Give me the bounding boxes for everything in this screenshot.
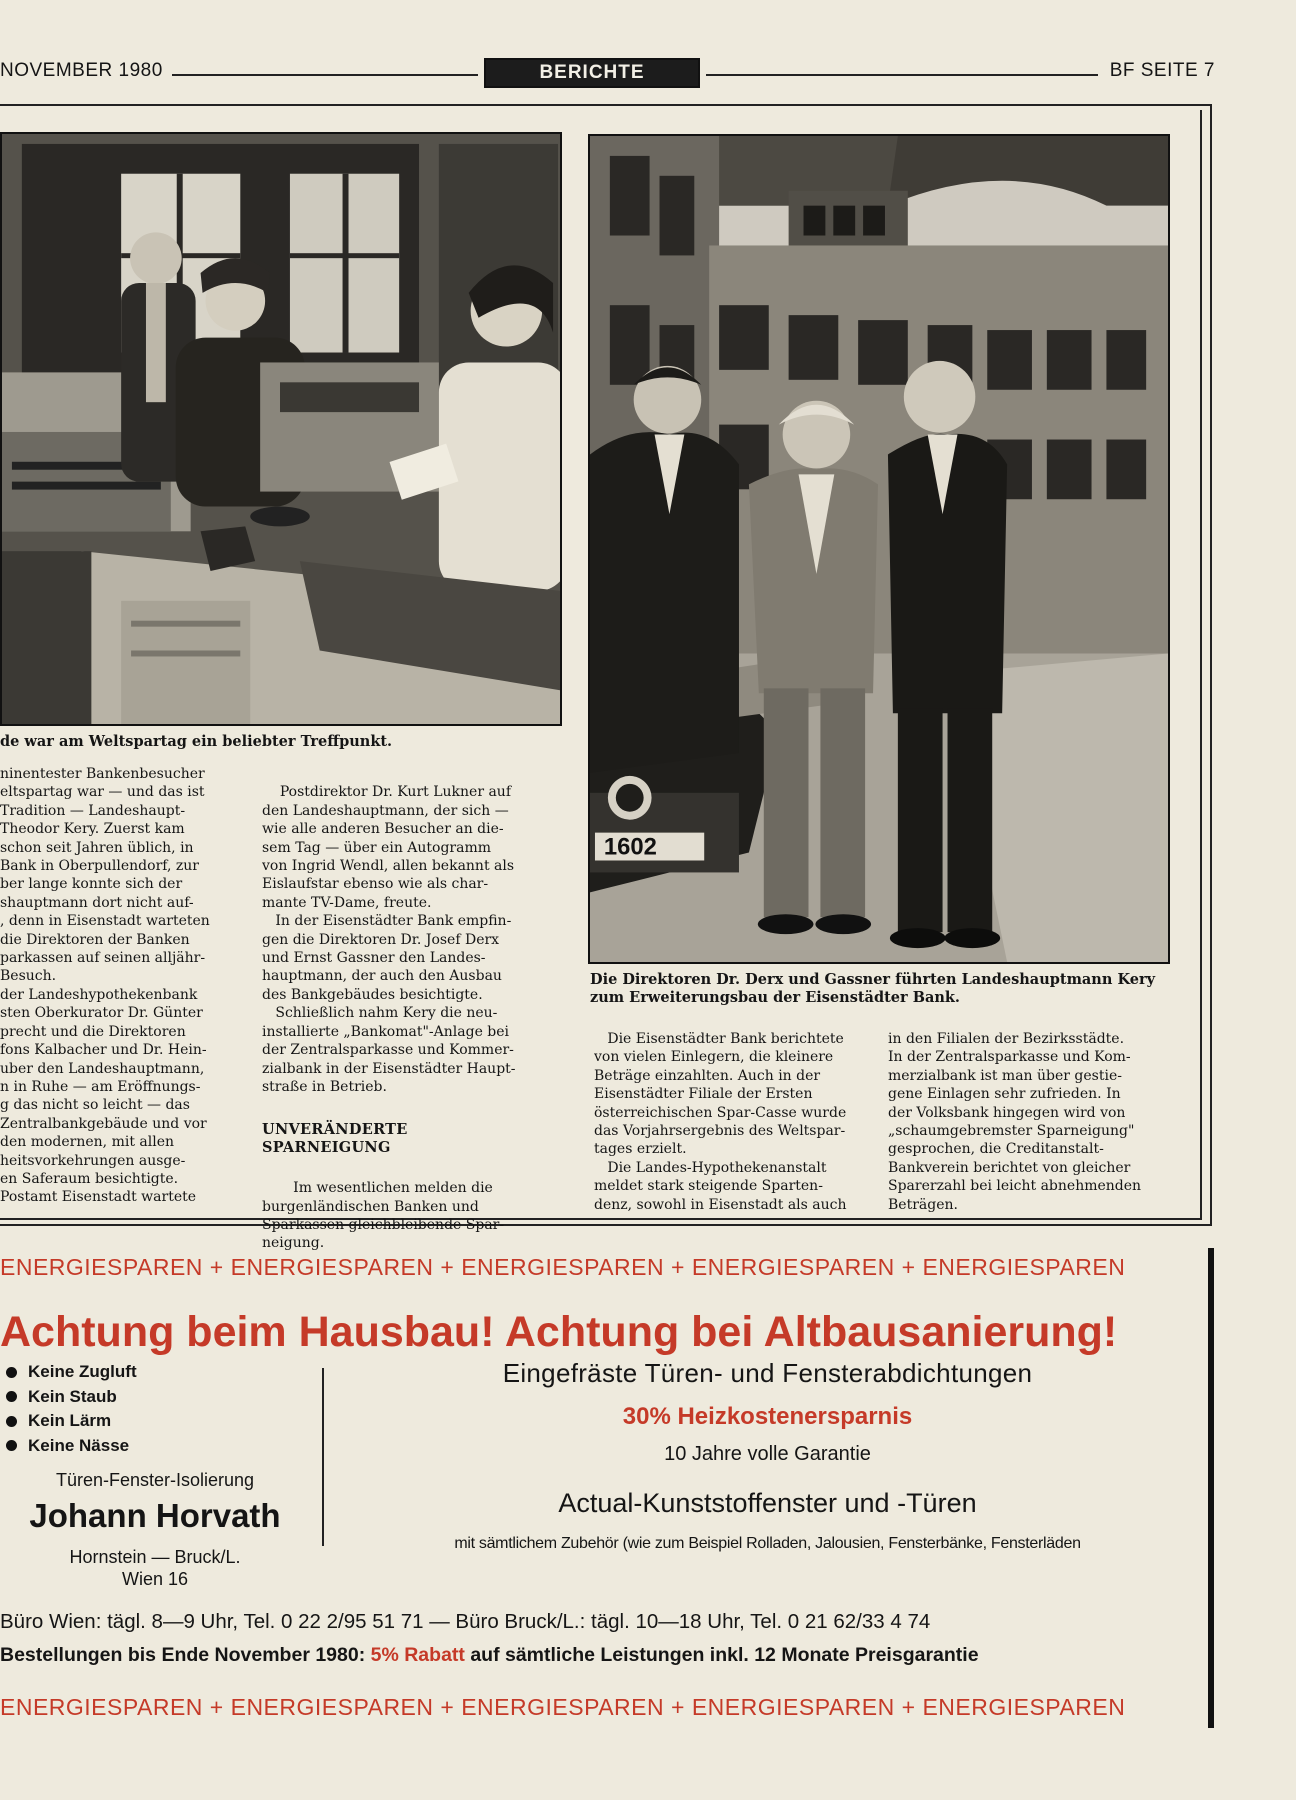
bullet-text: Kein Staub [28, 1386, 117, 1406]
article-column-2-paragraph-1: Postdirektor Dr. Kurt Lukner auf den Landeshauptmann, der sich — wie alle anderen Besucher an die- sem Tag — über ein Autogramm von Ingrid Wendl, allen bekannt als Eislaufstar ebenso wie als char- mante TV-Dame, freute. In der Eisenstädter Bank empfin- gen die Direktoren Dr. Josef Derx und Ernst Gassner den Landes- hauptmann, der auch den Ausbau des Bankgebäudes besichtigte. Schließlich nahm Kery die neu- installierte „Bankomat"-Anlage bei der Zentralsparkasse und Kommer- zialbank in der Eisenstädter Haupt- straße in Betrieb. [262, 784, 516, 1095]
bullet-dot-icon [6, 1391, 17, 1402]
page-number: BF SEITE 7 [1109, 60, 1215, 81]
ad-headline: Achtung beim Hausbau! Achtung bei Altbausanierung! [0, 1308, 1118, 1356]
bullet-text: Keine Zugluft [28, 1362, 137, 1381]
offer-warranty: 10 Jahre volle Garantie [664, 1443, 871, 1465]
ad-order-line [0, 1644, 1195, 1667]
header-rule-right [706, 74, 1098, 76]
bank-counter-illustration [2, 134, 560, 724]
bullet-text: Kein Lärm [28, 1411, 112, 1430]
section-label: BERICHTE [533, 62, 650, 84]
company-tagline: Türen-Fenster-Isolierung [55, 1470, 255, 1490]
bullet-dot-icon [6, 1440, 17, 1451]
company-address [20, 1546, 290, 1590]
ad-border-bar [1208, 1248, 1214, 1728]
order-discount: 5% Rabatt [370, 1644, 465, 1666]
energy-banner-top: ENERGIESPAREN + ENERGIESPAREN + ENERGIESPAREN + ENERGIESPAREN + ENERGIESPAREN [0, 1254, 1126, 1280]
company-name: Johann Horvath [29, 1497, 281, 1534]
bullet-text: Keine Nässe [28, 1435, 130, 1455]
issue-date: NOVEMBER 1980 [0, 60, 163, 81]
order-text-c: auf sämtliche Leistungen inkl. 12 Monate Preisgarantie [464, 1644, 979, 1666]
article-column-2 [262, 765, 558, 1271]
ad-divider [322, 1368, 324, 1546]
bullet-item [6, 1434, 306, 1459]
company-address-line-1: Hornstein — Bruck/L. [69, 1547, 241, 1567]
photo-directors-building [588, 134, 1170, 964]
bullet-item [6, 1385, 306, 1410]
directors-illustration [590, 136, 1168, 962]
photo-caption-right: Die Direktoren Dr. Derx und Gassner führten Landeshauptmann Kery zum Erweiterungsbau der Eisenstädter Bank. [590, 971, 1156, 1006]
article-subheading: UNVERÄNDERTE SPARNEIGUNG [262, 1120, 408, 1156]
advertisement [0, 1240, 1214, 1730]
header-rule-left [172, 74, 478, 76]
section-label-box [484, 58, 700, 88]
article-column-1: ninentester Bankenbesucher eltspartag war — und das ist Tradition — Landeshaupt- Theodor Kery. Zuerst kam schon seit Jahren üblich, in Bank in Oberpullendorf, zur ber lange konnte sich der shauptmann dort nicht auf- , denn in Eisenstadt warteten die Direktoren der Banken parkassen auf seinen alljähr- Besuch. der Landeshypothekenbank sten Oberkurator Dr. Günter precht und die Direktoren fons Kalbacher und Dr. Hein- uber den Landeshauptmann, n in Ruhe — am Eröffnungs- g das nicht so leicht — das Zentralbankgebäude und vor den modernen, mit allen heitsvorkehrungen ausge- en Saferaum besichtigte. Postamt Eisenstadt wartete [0, 766, 210, 1206]
offer-product: Actual-Kunststoffenster und -Türen [558, 1488, 977, 1518]
bullet-dot-icon [6, 1367, 17, 1378]
offer-accessories: mit sämtlichem Zubehör (wie zum Beispiel Rolladen, Jalousien, Fensterbänke, Fensterläden [454, 1535, 1081, 1552]
article-column-2-paragraph-2: Im wesentlichen melden die burgenländischen Banken und Sparkassen gleichbleibende Spar- neigung. [262, 1180, 505, 1252]
bullet-dot-icon [6, 1416, 17, 1427]
energy-banner-bottom: ENERGIESPAREN + ENERGIESPAREN + ENERGIESPAREN + ENERGIESPAREN + ENERGIESPAREN [0, 1694, 1126, 1720]
order-text-a: Bestellungen bis Ende November 1980: [0, 1644, 371, 1666]
photo-caption-left: de war am Weltspartag ein beliebter Treffpunkt. [0, 733, 393, 750]
ad-offer-block [340, 1358, 1195, 1553]
article-column-4: in den Filialen der Bezirksstädte. In der Zentralsparkasse und Kom- merzialbank ist man über gestie- gene Einlagen sehr zufrieden. In der Volksbank hingegen wird von „schaumgebremster Sparneigung" gesprochen, die Creditanstalt- Bankverein berichtet von gleicher Sparerzahl bei leicht abnehmenden Beträgen. [888, 1031, 1142, 1213]
page-header [0, 56, 1215, 90]
car-plate-text: 1602 [603, 833, 657, 861]
company-address-line-2: Wien 16 [121, 1569, 189, 1589]
photo-bank-counter [0, 132, 562, 726]
bullet-item [6, 1409, 306, 1434]
ad-bullet-list [6, 1360, 306, 1458]
offer-line-1: Eingefräste Türen- und Fensterabdichtungen [502, 1358, 1033, 1388]
bullet-item [6, 1360, 306, 1385]
ad-contact-line: Büro Wien: tägl. 8—9 Uhr, Tel. 0 22 2/95 51 71 — Büro Bruck/L.: tägl. 10—18 Uhr, Tel. 0 21 62/33 4 74 [0, 1610, 931, 1633]
offer-savings: 30% Heizkostenersparnis [622, 1403, 913, 1430]
article-column-3: Die Eisenstädter Bank berichtete von vielen Einlegern, die kleinere Beträge einzahlten. Auch in der Eisenstädter Filiale der Ersten österreichischen Spar-Casse wurde das Vorjahrsergebnis des Weltspar- tages erzielt. Die Landes-Hypothekenanstalt meldet stark steigende Sparten- denz, sowohl in Eisenstadt als auch [594, 1031, 847, 1213]
